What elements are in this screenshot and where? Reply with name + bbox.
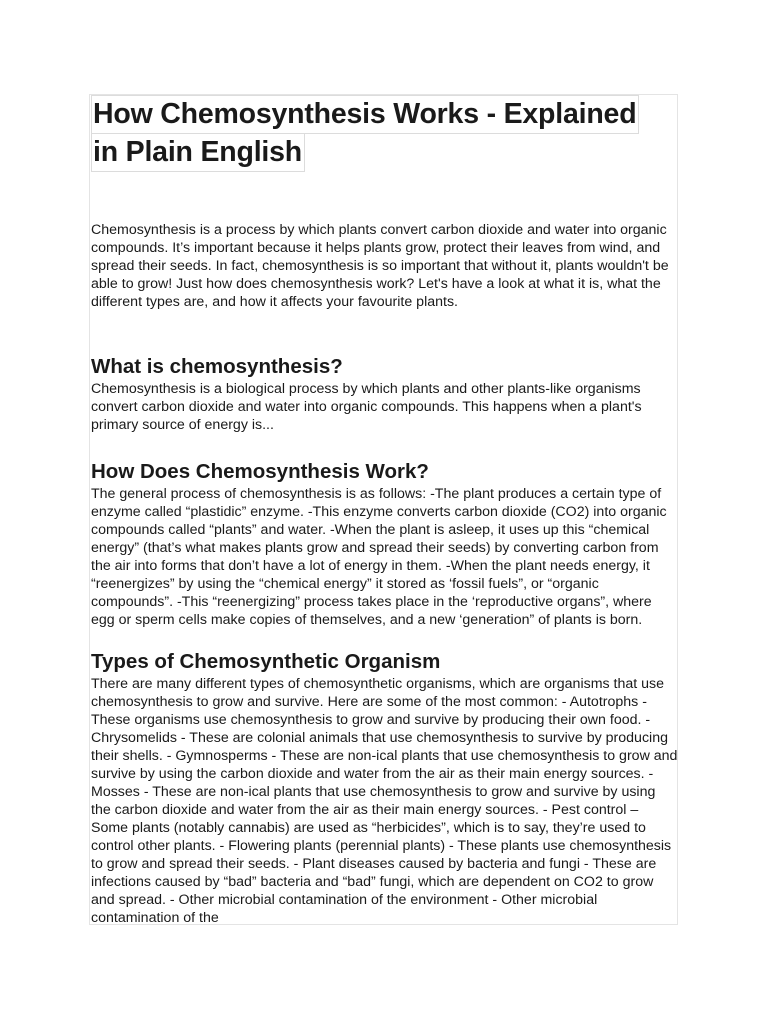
section-paragraph: The general process of chemosynthesis is as follows: -The plant produces a certain type of enzyme called “plastidic” enzyme. -This enzyme converts carbon dioxide (CO2) into organic compounds called “plants” and water. -When the plant is asleep, it uses up this “chemical energy” (that’s what makes plants grow and spread their seeds) by converting carbon from the air into forms that don’t have a lot of energy in them. -When the plant needs energy, it “reenergizes” by using the “chemical energy” it stored as ‘fossil fuels”, or “organic compounds”. -This “reenergizing” process takes place in the ‘reproductive organs”, where egg or sperm cells make copies of themselves, and a new ‘generation” of plants is born. [91,486,667,628]
page-title [91,95,639,171]
section-what-is [91,354,678,434]
section-heading: How Does Chemosynthesis Work? [91,460,429,483]
section-heading: What is chemosynthesis? [91,355,343,378]
section-how-it-works [91,459,678,629]
intro-paragraph: Chemosynthesis is a process by which plants convert carbon dioxide and water into organic compounds. It’s important because it helps plants grow, protect their leaves from wind, and spread their seeds. In fact, chemosynthesis is so important that without it, plants wouldn't be able to grow! Just how does chemosynthesis work? Let's have a look at what it is, what the different types are, and how it affects your favourite plants. [91,222,669,310]
section-heading: Types of Chemosynthetic Organism [91,650,441,673]
article-body [91,221,678,925]
section-paragraph: Chemosynthesis is a biological process by which plants and other plants-like organisms convert carbon dioxide and water into organic compounds. This happens when a plant's primary source of energy is... [91,381,642,433]
section-types [91,649,678,925]
title-line: How Chemosynthesis Works - Explained [91,95,639,134]
section-paragraph: There are many different types of chemosynthetic organisms, which are organisms that use chemosynthesis to grow and survive. Here are some of the most common: - Autotrophs - These organisms use chemosynthesis to grow and survive by producing their own food. - Chrysomelids - These are colonial animals that use chemosynthesis to survive by producing their shells. - Gymnosperms - These are non-ical plants that use chemosynthesis to grow and survive by using the carbon dioxide and water from the air as their main energy sources. - Mosses - These are non-ical plants that use chemosynthesis to grow and survive by using the carbon dioxide and water from the air as their main energy sources. - Pest control – Some plants (notably cannabis) are used as “herbicides”, which is to say, they’re used to control other plants. - Flowering plants (perennial plants) - These plants use chemosynthesis to grow and spread their seeds. - Plant diseases caused by bacteria and fungi - These are infections caused by “bad” bacteria and “bad” fungi, which are dependent on CO2 to grow and spread. - Other microbial contamination of the environment - Other microbial contamination of the [91,676,678,925]
title-line: in Plain English [91,133,305,172]
document-page [89,94,678,925]
